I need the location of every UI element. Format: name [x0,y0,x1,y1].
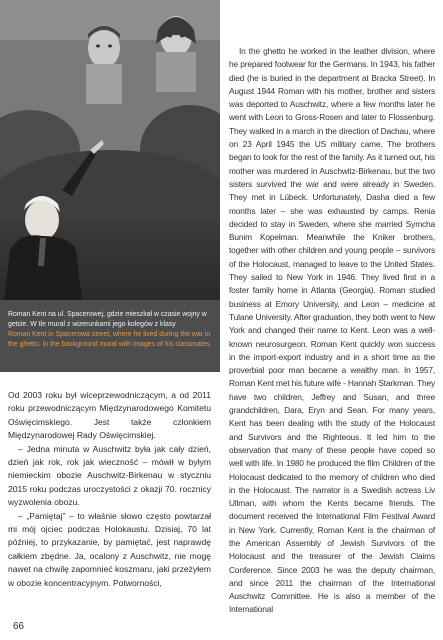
page-number: 66 [13,621,25,632]
left-paragraph-2: – Jedna minuta w Auschwitz była jak cały dzień, dzień jak rok, rok jak wieczność – mówił w byłym niemieckim obozie Auschwitz-Birkenau w styczniu 2015 roku podczas uroczystości z okazji 70. rocznicy wyzwolenia obozu. [8,443,211,508]
photo-caption [0,300,220,372]
mural-face-left [86,26,122,104]
left-paragraph-1: Od 2003 roku był wiceprzewodniczącym, a od 2011 roku przewodniczącym Międzynarodowego Komitetu Oświęcimskiego. Jest także członkiem Międzynarodowej Rady Oświęcimskiej. [8,390,211,441]
photo-roman-kent-mural [0,0,220,300]
photo-illustration [0,0,220,300]
right-text-column [229,45,435,617]
left-text-column [8,389,211,590]
caption-english: Roman Kent in Spacerowa street, where he lived during the war in the ghetto. In the background mural with images of his classmates [8,331,211,348]
caption-polish: Roman Kent na ul. Spacerowej, gdzie mieszkał w czasie wojny w getcie. W tle mural z wizerunkami jego kolegów z klasy [8,311,207,328]
right-paragraph-1: In the ghetto he worked in the leather division, where he prepared footwear for the Germans. In 1943, his father died (he is buried in the department at Bracka Street). In August 1944 Roman with his mother, brother and sisters was deported to Auschwitz, where a few months later he went with Leon to Gross-Rosen and later to Flossenburg. They walked in a march in the direction of Dachau, where on 23 April 1945 the US military came. The brothers began to look for the rest of the family. As it turned out, his mother was murdered in Auschwitz-Birkenau, but the two sisters survived the war and were already in Sweden. They met in Lübeck. Unfortunately, Dasha died a few months later – she was exhausted by camps. Renia decided to stay in Sweden, where she married Symcha Bunim Kopelman. Meanwhile the Kniker brothers, together with other children and young people – survivors of the Holocaust, managed to leave to the United States. They sailed to New York in 1946. They lived first in a foster family home in Atlanta (Georgia). Roman studied business at Emory University, and Leon – medicine at Tulane University. After graduation, they both went to New York and changed their name to Kent. Leon was a well-known neurosurgeon. Roman Kent quickly won success in the import-export industry and in a short time as the proverbial poor man became a wealthy man. In 1957, Roman Kent met his future wife - Hannah Starkman. They have two children, Jeffrey and Susan, and three grandchildren, Dara, Eryn and Sean. For many years, Kent has been dealing with the study of the Holocaust and Survivors and the Righteous. It led him to the observation that many of these people have coped so well with life. In 1980 he produced the film Children of the Holocaust dedicated to the memory of children who died in the Holocaust. The narrator is a Swedish actress Liv Ullman, with whom the Kents became friends. The document received the International Film Festival Award in New York. Currently, Roman Kent is the chairman of the American Assembly of Jewish Survivors of the Holocaust and the treasurer of the Jewish Claims Conference. Since 2003 he was the deputy chairman, and since 2011 the chairman of the International Auschwitz Committee. He is also a member of the International [229,46,436,615]
left-paragraph-3: – „Pamiętaj” – to właśnie słowo często powtarzał mi mój ojciec podczas Holokaustu. Dzisiaj, 70 lat później, to przykazanie, by pamiętać, jest naprawdę całkiem zbędne. Ja, ocalony z Auschwitz, nie mogę nawet na chwilę zapomnieć koszmaru, jaki przeżyłem w obozie koncentracyjnym. Potworności, [8,510,211,588]
mural-face-right [156,16,196,92]
